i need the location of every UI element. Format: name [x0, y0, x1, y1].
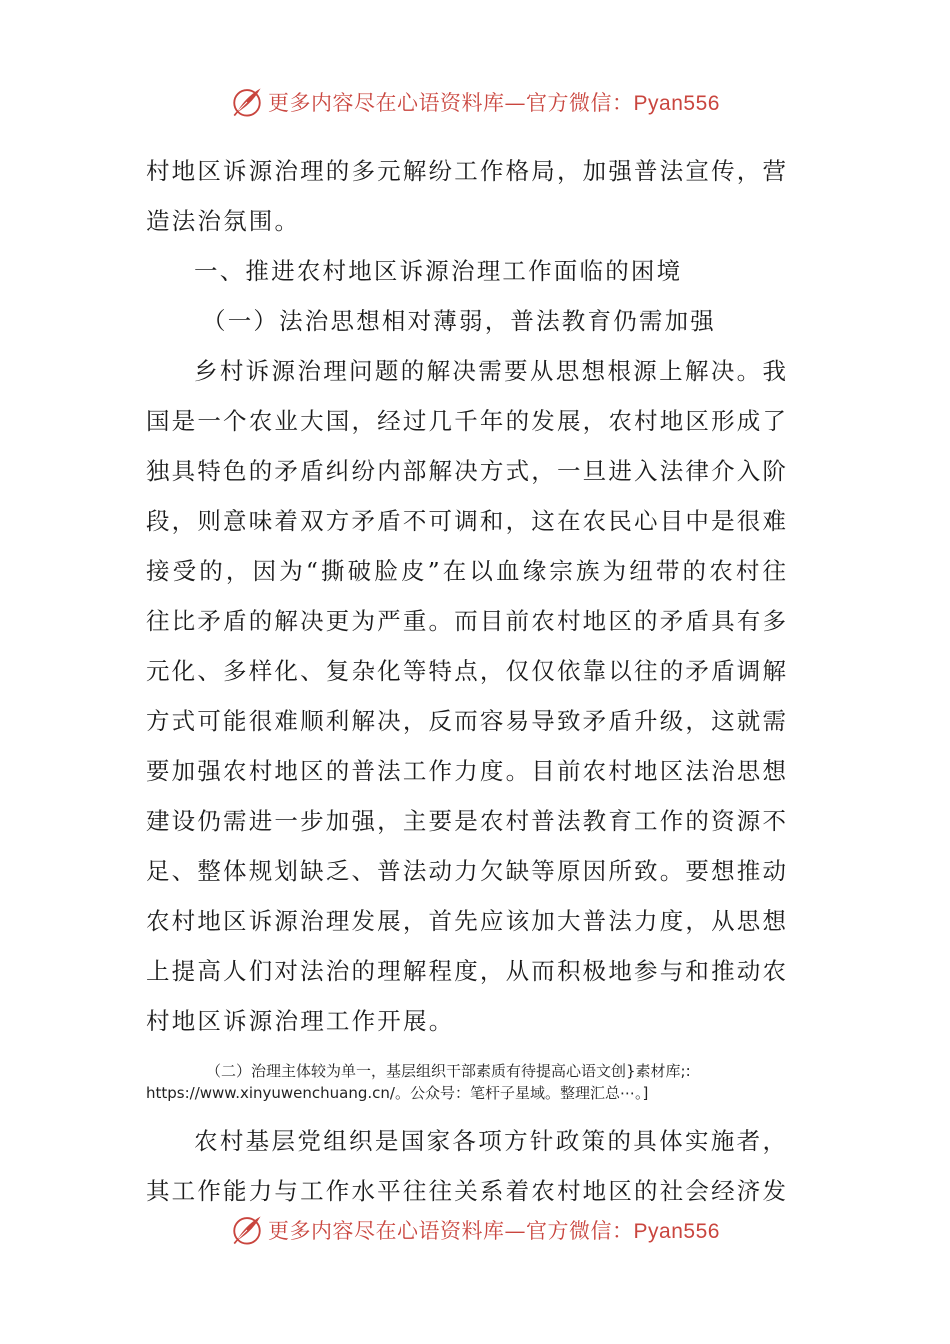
paragraph-line: 乡村诉源治理问题的解决需要从思想根源上解决。我 — [194, 357, 786, 385]
banner-text — [268, 87, 720, 117]
paragraph-line: 接受的，因为“撕破脸皮”在以血缘宗族为纽带的农村往 — [146, 557, 786, 585]
paragraph-line: 方式可能很难顺利解决，反而容易导致矛盾升级，这就需 — [146, 707, 786, 735]
note-line: （二）治理主体较为单一，基层组织干部素质有待提高心语文创}素材库;: — [206, 1062, 691, 1080]
banner-wechat-id: Pyan556 — [633, 1220, 720, 1243]
document-body — [146, 146, 786, 1216]
subsection-heading: （一）法治思想相对薄弱，普法教育仍需加强 — [202, 307, 716, 335]
feather-pen-logo-icon — [230, 1213, 264, 1247]
paragraph-line: 其工作能力与工作水平往往关系着农村地区的社会经济发 — [146, 1177, 786, 1205]
paragraph-line: 农村基层党组织是国家各项方针政策的具体实施者， — [194, 1127, 786, 1155]
paragraph-line: 要加强农村地区的普法工作力度。目前农村地区法治思想 — [146, 757, 786, 785]
banner-wechat-id: Pyan556 — [633, 92, 720, 115]
feather-pen-logo-icon — [230, 85, 264, 119]
paragraph-line: 村地区诉源治理的多元解纷工作格局，加强普法宣传，营 — [146, 157, 786, 185]
paragraph-line: 元化、多样化、复杂化等特点，仅仅依靠以往的矛盾调解 — [146, 657, 786, 685]
header-banner — [0, 80, 950, 124]
paragraph-line: 独具特色的矛盾纠纷内部解决方式，一旦进入法律介入阶 — [146, 457, 786, 485]
paragraph-line: 造法治氛围。 — [146, 207, 301, 235]
paragraph-line: 上提高人们对法治的理解程度，从而积极地参与和推动农 — [146, 957, 786, 985]
section-heading: 一、推进农村地区诉源治理工作面临的困境 — [194, 257, 683, 285]
banner-label: 更多内容尽在心语资料库—官方微信： — [268, 91, 634, 115]
paragraph-line: 往比矛盾的解决更为严重。而目前农村地区的矛盾具有多 — [146, 607, 786, 635]
source-note — [146, 1046, 786, 1116]
paragraph-line: 国是一个农业大国，经过几千年的发展，农村地区形成了 — [146, 407, 786, 435]
paragraph-line: 足、整体规划缺乏、普法动力欠缺等原因所致。要想推动 — [146, 857, 786, 885]
note-line-url[interactable]: https://www.xinyuwenchuang.cn/。公众号：笔杆子星域。整理汇总⋯。] — [146, 1084, 649, 1102]
banner-label: 更多内容尽在心语资料库—官方微信： — [268, 1219, 634, 1243]
footer-banner — [0, 1208, 950, 1252]
paragraph-line: 段，则意味着双方矛盾不可调和，这在农民心目中是很难 — [146, 507, 786, 535]
paragraph-line: 农村地区诉源治理发展，首先应该加大普法力度，从思想 — [146, 907, 786, 935]
paragraph-line: 建设仍需进一步加强，主要是农村普法教育工作的资源不 — [146, 807, 786, 835]
paragraph-line: 村地区诉源治理工作开展。 — [146, 1007, 455, 1035]
banner-text — [268, 1215, 720, 1245]
